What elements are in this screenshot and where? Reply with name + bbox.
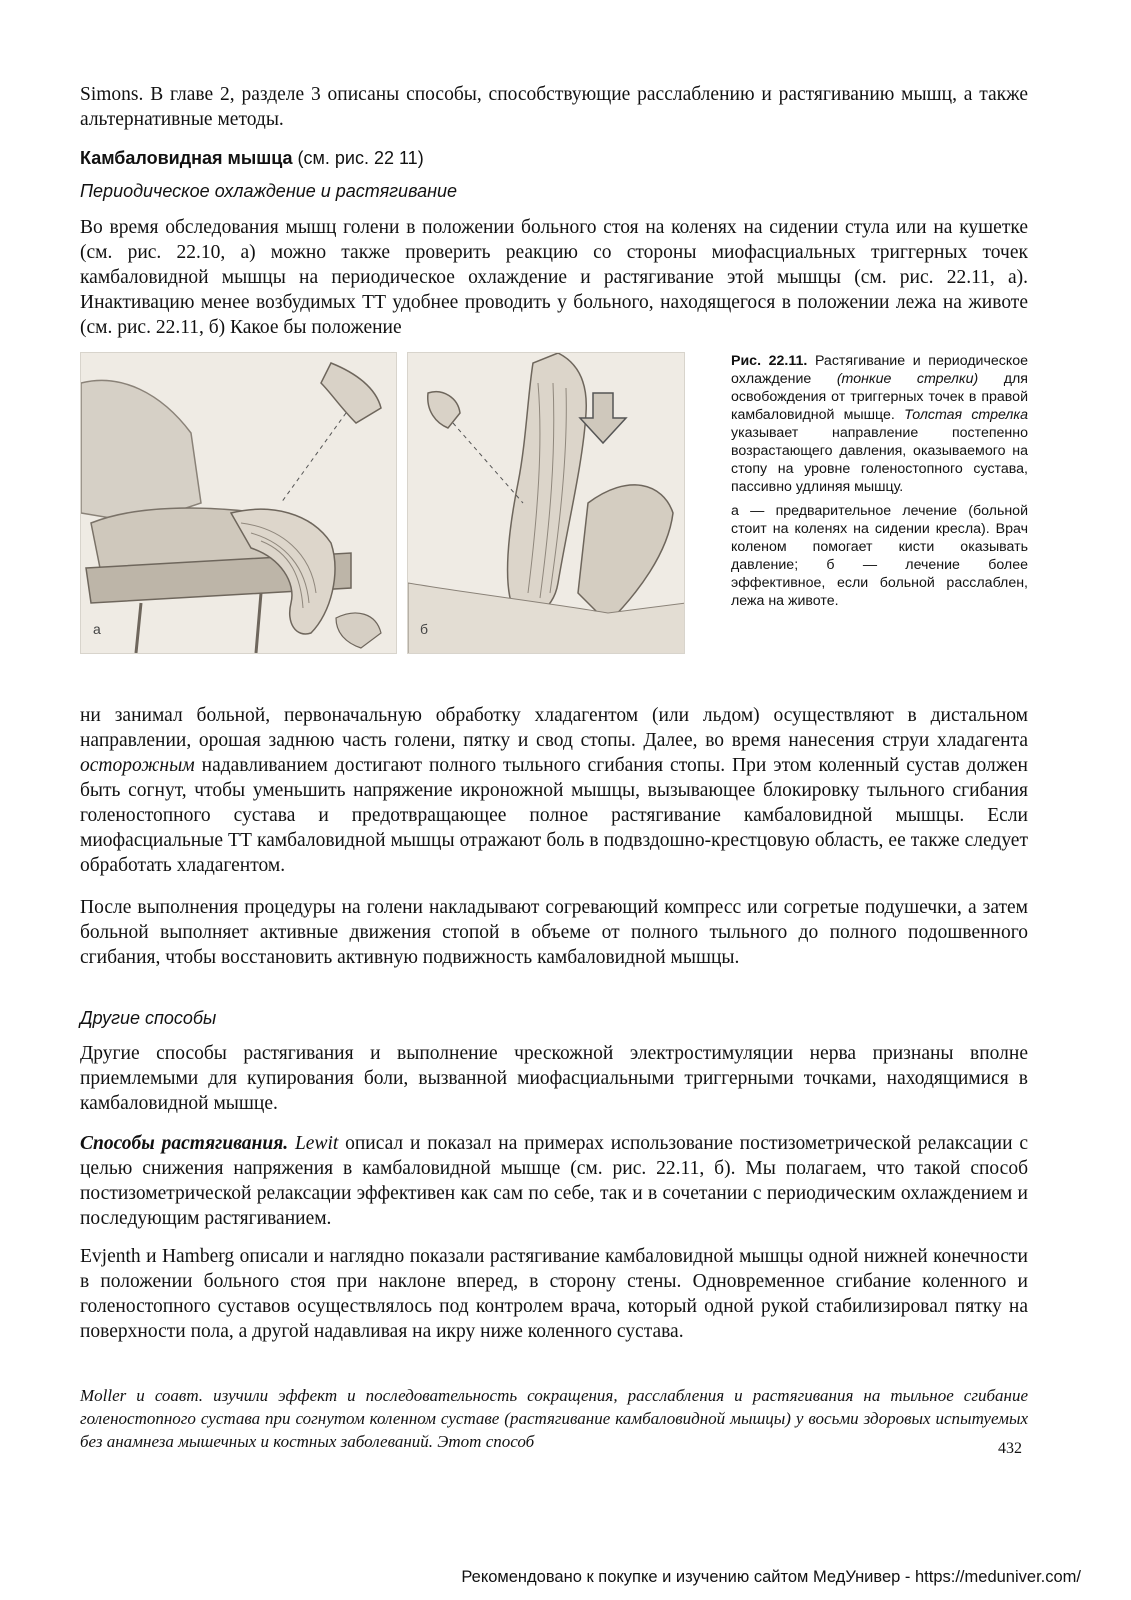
- caption-text-3: указывает направление постепенно возрастающего давления, оказываемого на стопу на уровне голеностопного сустава, пассивно удлиняя мышцу.: [731, 425, 1028, 495]
- paragraph-stretching-methods: [80, 1131, 1028, 1231]
- caption-italic-1: (тонкие стрелки): [836, 371, 979, 387]
- paragraph-after-procedure: После выполнения процедуры на голени накладывают согревающий компресс или согретые подушечки, а затем больной выполняет активные движения стопой в объеме от полного тыльного до полного подошвенного сгибания, чтобы восстановить активную подвижность камбаловидной мышцы.: [80, 897, 1028, 968]
- illustration-prone-patient: [408, 353, 685, 654]
- intro-paragraph: Simons. В главе 2, разделе 3 описаны способы, способствующие расслаблению и растягиванию мышц, а также альтернативные методы.: [80, 84, 1028, 130]
- stretching-methods-text: описал и показал на примерах использование постизометрической релаксации с целью снижения напряжения в камбаловидной мышце (см. рис. 22.11, б). Мы полагаем, что такой способ постизометрической релаксации эффективен как сам по себе, так и в сочетании с периодическим охлаждением и последующим растягиванием.: [80, 1133, 1028, 1229]
- section-heading: [80, 147, 1028, 169]
- panel-label-a: а: [93, 621, 101, 637]
- paragraph-moller: Moller и соавт. изучили эффект и последовательность сокращения, расслабления и растягивания на тыльное сгибание голеностопного сустава при согнутом коленном суставе (растягивание камбаловидной мышцы) у восьми здоровых испытуемых без анамнеза мышечных и костных заболеваний. Этот способ: [80, 1386, 1028, 1451]
- paragraph-cooling-italic: осторожным: [80, 755, 195, 776]
- stretching-methods-author: Lewit: [288, 1133, 339, 1154]
- paragraph-cooling-text-2: надавливанием достигают полного тыльного сгибания стопы. При этом коленный сустав должен быть согнут, чтобы уменьшить напряжение икроножной мышцы, вызывающее блокировку тыльного сгибания голеностопного сустава и предотвращающее полное растягивание камбаловидной мышцы. Если миофасциальные ТТ камбаловидной мышцы отражают боль в подвздошно-крестцовую область, ее также следует обработать хладагентом.: [80, 755, 1028, 876]
- illustration-kneeling-patient: [81, 353, 397, 654]
- figure-panel-a: [80, 352, 397, 654]
- caption-text-1: Растягивание и периодическое охлаждение: [731, 353, 1028, 387]
- section-heading-ref: (см. рис. 22 11): [292, 148, 424, 168]
- caption-legend: а — предварительное лечение (больной стоит на коленях на сидении кресла). Врач коленом помогает кисти оказывать давление; б — лечение более эффективное, если больной расслаблен, лежа на животе.: [731, 503, 1028, 609]
- subheading-cooling-stretching: Периодическое охлаждение и растягивание: [80, 181, 458, 201]
- subheading-other-methods: Другие способы: [80, 1008, 217, 1028]
- caption-text-2: для освобождения от триггерных точек в правой камбаловидной мышце.: [731, 371, 1028, 423]
- caption-figure-ref: Рис. 22.11.: [731, 353, 808, 369]
- paragraph-examination: Во время обследования мышц голени в положении больного стоя на коленях на сидении стула или на кушетке (см. рис. 22.10, а) можно также проверить реакцию со стороны миофасциальных триггерных точек камбаловидной мышцы на периодическое охлаждение и растягивание этой мышцы (см. рис. 22.11, а). Инактивацию менее возбудимых ТТ удобнее проводить у больного, находящегося в положении лежа на животе (см. рис. 22.11, б) Какое бы положение: [80, 217, 1028, 338]
- paragraph-evjenth-hamberg: Evjenth и Hamberg описали и наглядно показали растягивание камбаловидной мышцы одной нижней конечности в положении больного стоя при наклоне вперед, в сторону стены. Одновременное сгибание коленного и голеностопного суставов осуществлялось под контролем врача, который одной рукой стабилизировал пятку на поверхности пола, а другой надавливая на икру ниже коленного сустава.: [80, 1246, 1028, 1342]
- paragraph-cooling-text-1: ни занимал больной, первоначальную обработку хладагентом (или льдом) осуществляют в дистальном направлении, орошая заднюю часть голени, пятку и свод стопы. Далее, во время нанесения струи хладагента: [80, 705, 1028, 751]
- figure-22-11: [80, 352, 685, 654]
- figure-panel-b: [407, 352, 685, 654]
- paragraph-other-methods: Другие способы растягивания и выполнение чрескожной электростимуляции нерва признаны вполне приемлемыми для купирования боли, вызванной миофасциальными триггерными точками, находящимися в камбаловидной мышце.: [80, 1043, 1028, 1114]
- panel-label-b: б: [420, 621, 429, 637]
- page-number: 432: [998, 1440, 1022, 1457]
- footer-recommendation[interactable]: Рекомендовано к покупке и изучению сайтом МедУнивер - https://meduniver.com/: [461, 1568, 1081, 1586]
- caption-italic-2: Толстая стрелка: [904, 407, 1028, 423]
- section-heading-bold: Камбаловидная мышца: [80, 148, 293, 168]
- paragraph-cooling-procedure: [80, 703, 1028, 878]
- figure-caption: [731, 352, 1028, 616]
- caption-main: [731, 352, 1028, 496]
- stretching-methods-lead: Способы растягивания.: [80, 1133, 289, 1154]
